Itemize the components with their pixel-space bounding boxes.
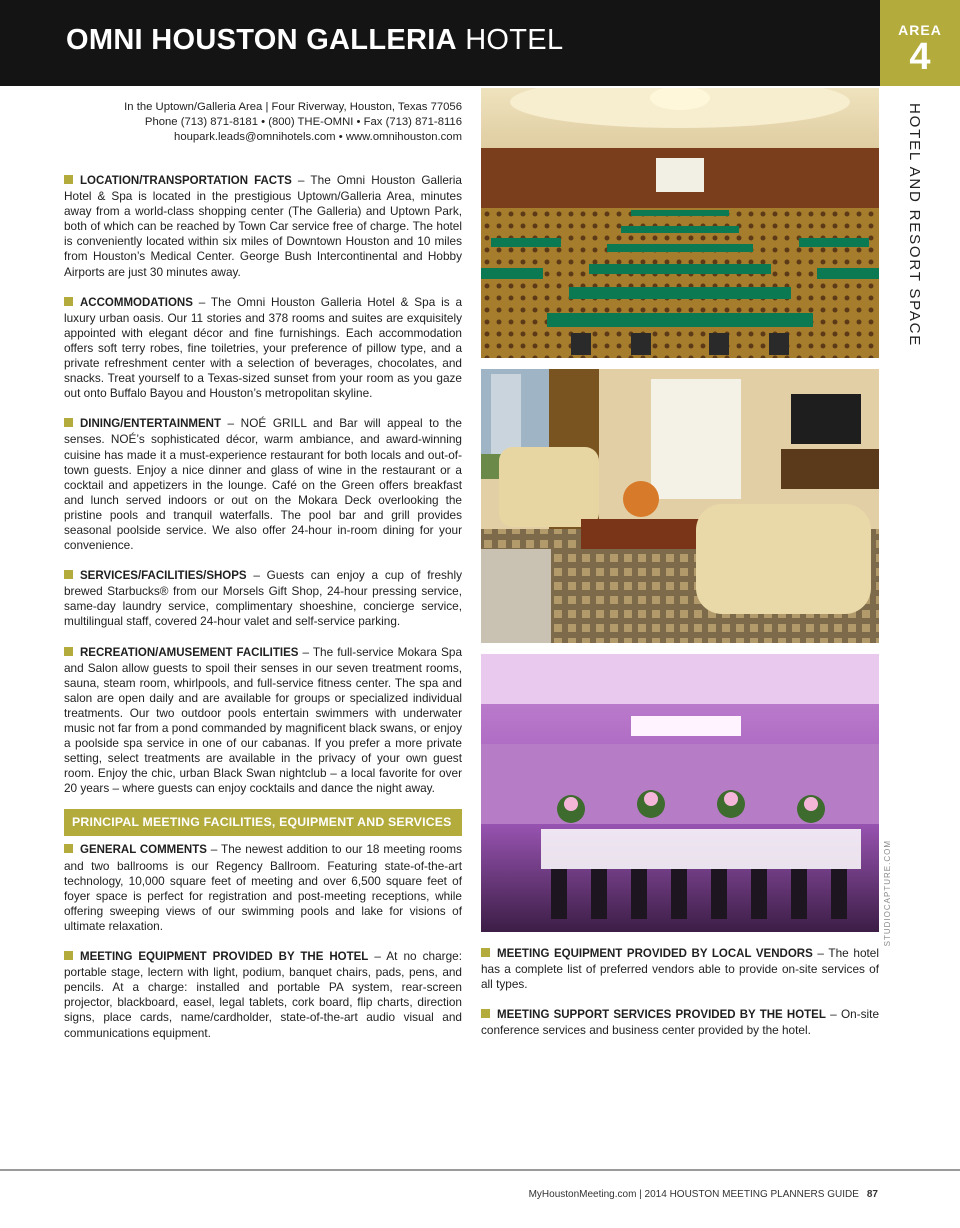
footer-text: MyHoustonMeeting.com | 2014 HOUSTON MEETING PLANNERS GUIDE <box>528 1189 859 1200</box>
accommodations-section <box>64 295 462 402</box>
photo-credit: STUDIOCAPTURE.COM <box>883 840 892 947</box>
bullet-square-icon <box>64 844 73 853</box>
contact-block <box>64 100 462 145</box>
section-text: – Guests can enjoy a cup of freshly brewed Starbucks® from our Morsels Gift Shop, 24-hour pressing service, same-day laundry service, complimentary shoeshine, concierge service, multilingual staff, covered 24-hour valet and self-service parking. <box>64 568 462 629</box>
area-tab <box>880 0 960 86</box>
left-column <box>64 173 462 1056</box>
area-number: 4 <box>909 36 931 78</box>
general-comments-section <box>64 842 462 934</box>
guest-suite-photo <box>481 369 879 643</box>
bullet-square-icon <box>64 297 73 306</box>
right-column <box>481 946 879 1053</box>
bullet-square-icon <box>481 1009 490 1018</box>
section-heading: MEETING EQUIPMENT PROVIDED BY THE HOTEL <box>80 951 369 964</box>
section-text: – The Omni Houston Galleria Hotel & Spa is located in the prestigious Uptown/Galleria Area, minutes away from a world-class shopping center (The Galleria) and Uptown Park, both of which can be reached by Town Car service free of charge. The hotel is conveniently located within six miles of Downtown Houston and 10 miles from Houston’s Medical Center. George Bush Intercontinental and Hobby Airports are just 30 minutes away. <box>64 173 462 279</box>
meeting-facilities-banner: PRINCIPAL MEETING FACILITIES, EQUIPMENT AND SERVICES <box>64 809 462 836</box>
phone-line: Phone (713) 871-8181 • (800) THE-OMNI • Fax (713) 871-8116 <box>144 116 462 128</box>
section-text: – The hotel has a complete list of preferred vendors able to provide on-site services of all types. <box>481 946 879 992</box>
section-text: – On-site conference services and business center provided by the hotel. <box>481 1007 880 1038</box>
section-text: – NOÉ GRILL and Bar will appeal to the senses. NOÉ’s sophisticated décor, warm ambiance, and award-winning cuisine has made it a must-experience restaurant for both locals and out-of-town guests. Enjoy a nice dinner and glass of wine in the restaurant or a cocktail and appetizers in the lounge. Café on the Green offers breakfast and lunch served indoors or out on the Mokara Deck overlooking the pristine pools and tranquil waterfalls. The pool bar and grill provides seasonal poolside service. We also offer 24-hour in-room dining for your convenience. <box>64 416 462 553</box>
section-text: – The Omni Houston Galleria Hotel & Spa is a luxury urban oasis. Our 11 stories and 378 rooms and suites are exquisitely appointed with elegant décor and fine furnishings. Each accommodation offers soft terry robes, fine toiletries, your preference of pillow type, and a private refreshment center with a selection of beverages, chocolates, and snacks. Treat yourself to a Texas-sized sunset from your room as you gaze out onto Buffalo Bayou and Houston’s metropolitan skyline. <box>64 294 462 401</box>
section-heading: SERVICES/FACILITIES/SHOPS <box>80 570 247 583</box>
bullet-square-icon <box>64 175 73 184</box>
dining-section <box>64 416 462 553</box>
bullet-square-icon <box>481 948 490 957</box>
page-title <box>66 24 563 57</box>
section-heading: ACCOMMODATIONS <box>80 296 193 309</box>
section-heading: DINING/ENTERTAINMENT <box>80 418 221 431</box>
bullet-square-icon <box>64 951 73 960</box>
section-text: – The newest addition to our 18 meeting rooms and two ballrooms is our Regency Ballroom. Featuring state-of-the-art technology, 10,000 square feet of meeting and over 6,500 square feet of foyer space is perfect for registration and post-meeting receptions, while offering sweeping views of our swimming pools and lake for visions of ultimate relaxation. <box>64 842 462 933</box>
bullet-square-icon <box>64 647 73 656</box>
section-text: – The full-service Mokara Spa and Salon allow guests to spoil their senses in our seven treatment rooms, sauna, steam room, whirlpools, and full-service fitness center. The spa and salon are open daily and are available for groups or specialized individual treatments. Our two outdoor pools entertain swimmers with underwater music not far from a pond commanded by magnificent black swans, or enjoy a poolside spa service in one of our cabanas. If you prefer a more private setting, select treatments are available in the privacy of your own guest room. Enjoy the chic, urban Black Swan nightclub – a local favorite for over 20 years – where guests can enjoy cocktails and dance the night away. <box>64 644 463 796</box>
section-text: – At no charge: portable stage, lectern with light, podium, banquet chairs, pads, pens, and pencils. At a charge: installed and portable PA system, rear-screen projector, blackboard, easel, legal tablets, cork board, flip charts, direction signs, place cards, name/cardholder, state-of-the-art audio visual and communications equipment. <box>64 949 462 1040</box>
bullet-square-icon <box>64 418 73 427</box>
section-heading: MEETING EQUIPMENT PROVIDED BY LOCAL VENDORS <box>497 948 813 960</box>
section-heading: RECREATION/AMUSEMENT FACILITIES <box>80 646 299 659</box>
support-services-section <box>481 1007 879 1038</box>
section-heading: MEETING SUPPORT SERVICES PROVIDED BY THE HOTEL <box>497 1009 826 1022</box>
recreation-section <box>64 645 462 797</box>
address-line: In the Uptown/Galleria Area | Four Riverway, Houston, Texas 77056 <box>124 101 462 113</box>
title-bold: OMNI HOUSTON GALLERIA <box>66 24 457 56</box>
section-heading: LOCATION/TRANSPORTATION FACTS <box>80 175 292 187</box>
ballroom-photo <box>481 654 879 932</box>
area-label: AREA <box>898 22 942 38</box>
section-side-label: HOTEL AND RESORT SPACE <box>906 103 923 348</box>
hotel-equipment-section <box>64 949 462 1041</box>
header-bar <box>0 0 880 86</box>
web-line: houpark.leads@omnihotels.com • www.omnihouston.com <box>174 131 462 143</box>
page-footer <box>529 1189 878 1200</box>
bullet-square-icon <box>64 570 73 579</box>
vendor-equipment-section <box>481 946 879 992</box>
section-heading: GENERAL COMMENTS <box>80 844 207 857</box>
location-section <box>64 173 462 280</box>
services-section <box>64 568 462 629</box>
footer-divider <box>0 1169 960 1171</box>
title-light: HOTEL <box>465 24 564 56</box>
page-number: 87 <box>866 1189 878 1200</box>
meeting-room-photo <box>481 88 879 358</box>
